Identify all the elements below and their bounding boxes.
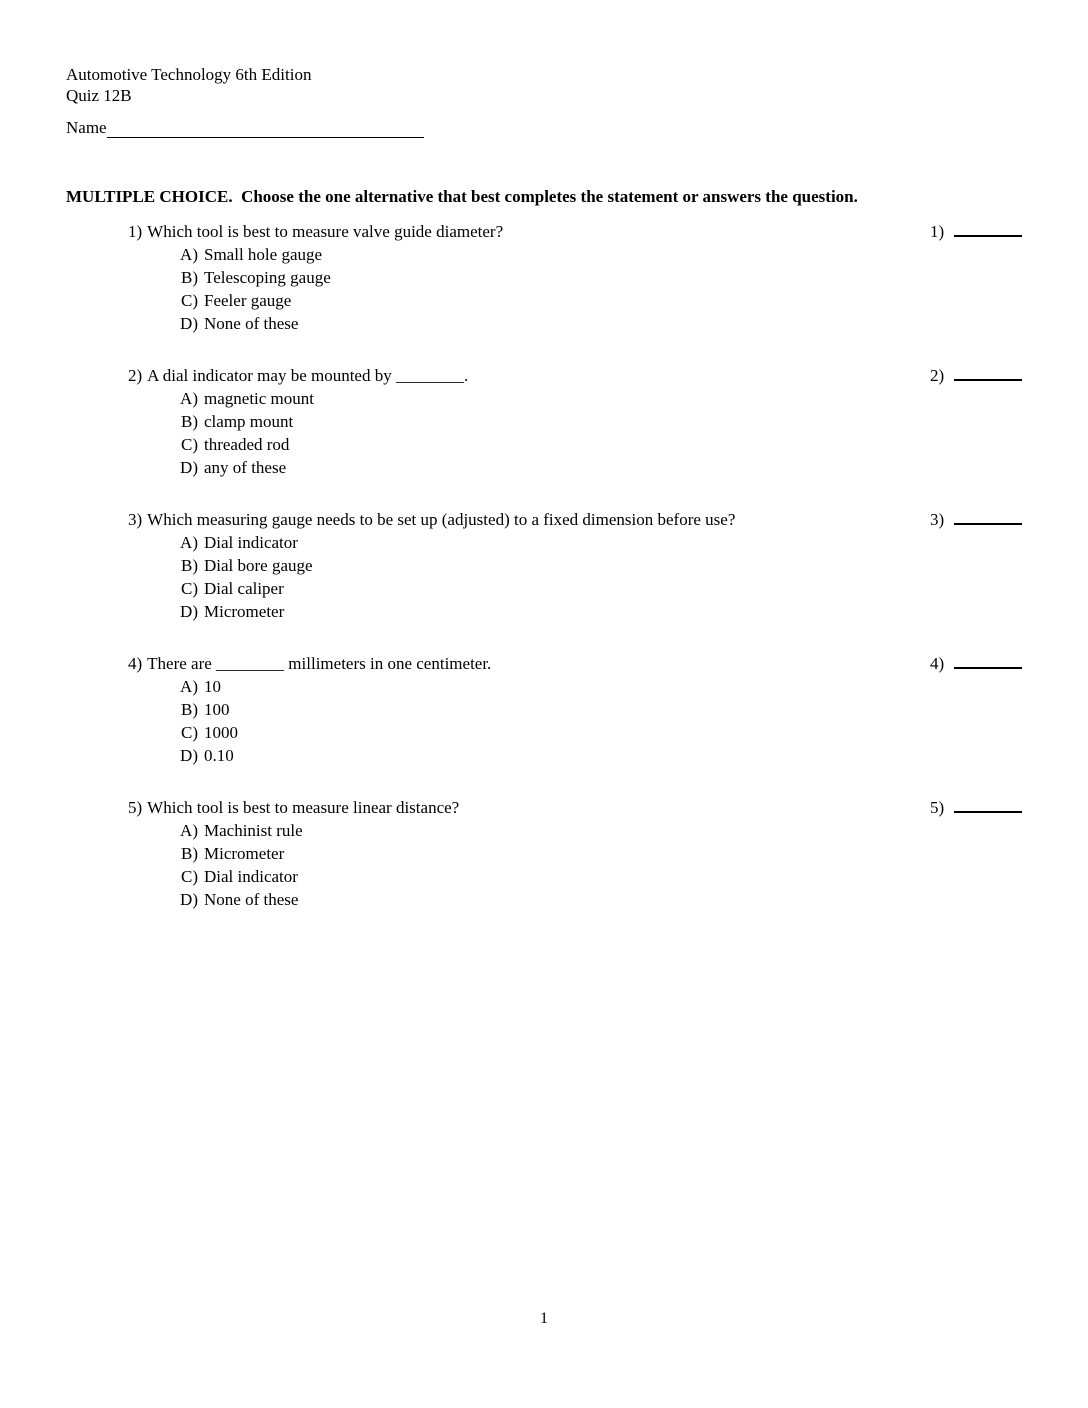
option-row: [172, 675, 1088, 698]
question-block: [0, 364, 1088, 479]
option-row: [172, 243, 1088, 266]
option-text: None of these: [204, 890, 299, 909]
header-subtitle: Quiz 12B: [66, 86, 132, 105]
question-row: [0, 652, 1088, 675]
option-row: [172, 312, 1088, 335]
option-label: A): [180, 389, 198, 408]
instructions-heading: MULTIPLE CHOICE. Choose the one alternative that best completes the statement or answers the question.: [66, 187, 858, 206]
option-row: [172, 698, 1088, 721]
option-text: 10: [204, 677, 221, 696]
options-list: [0, 387, 1088, 479]
option-label: A): [180, 533, 198, 552]
options-list: [0, 675, 1088, 767]
option-text: Machinist rule: [204, 821, 303, 840]
option-text: 1000: [204, 723, 238, 742]
questions-list: [0, 220, 1088, 940]
option-row: [172, 289, 1088, 312]
answer-blank-line[interactable]: [954, 364, 1022, 381]
option-text: Telescoping gauge: [204, 268, 331, 287]
option-label: D): [180, 602, 198, 621]
question-row: [0, 364, 1088, 387]
option-text: None of these: [204, 314, 299, 333]
option-text: clamp mount: [204, 412, 294, 431]
question-text: There are ________ millimeters in one centimeter.: [147, 654, 492, 673]
question-row: [0, 220, 1088, 243]
answer-area: [930, 796, 1022, 819]
option-row: [172, 744, 1088, 767]
option-label: A): [180, 821, 198, 840]
option-label: D): [180, 458, 198, 477]
question-number: 2): [128, 366, 143, 385]
answer-blank-line[interactable]: [954, 508, 1022, 525]
option-row: [172, 266, 1088, 289]
option-text: Micrometer: [204, 844, 285, 863]
question-block: [0, 508, 1088, 623]
page-number: 1: [540, 1310, 548, 1327]
name-row: [66, 118, 424, 138]
option-row: [172, 387, 1088, 410]
answer-area: [930, 220, 1022, 243]
option-label: A): [180, 677, 198, 696]
question-number: 5): [128, 798, 143, 817]
question-text: Which tool is best to measure valve guide diameter?: [147, 222, 504, 241]
option-row: [172, 600, 1088, 623]
option-text: 0.10: [204, 746, 234, 765]
option-text: Micrometer: [204, 602, 285, 621]
option-row: [172, 865, 1088, 888]
option-label: D): [180, 890, 198, 909]
document-header: [66, 64, 311, 106]
answer-number: 4): [930, 654, 945, 673]
options-list: [0, 531, 1088, 623]
option-text: magnetic mount: [204, 389, 315, 408]
option-row: [172, 577, 1088, 600]
header-title: Automotive Technology 6th Edition: [66, 65, 312, 84]
option-text: Dial indicator: [204, 533, 298, 552]
option-text: any of these: [204, 458, 287, 477]
answer-number: 5): [930, 798, 945, 817]
options-list: [0, 819, 1088, 911]
option-label: C): [181, 435, 198, 454]
answer-number: 3): [930, 510, 945, 529]
question-number: 1): [128, 222, 143, 241]
answer-blank-line[interactable]: [954, 796, 1022, 813]
option-label: D): [180, 746, 198, 765]
option-text: Dial indicator: [204, 867, 298, 886]
option-text: 100: [204, 700, 230, 719]
question-text: Which measuring gauge needs to be set up (adjusted) to a fixed dimension before use?: [147, 510, 736, 529]
option-row: [172, 456, 1088, 479]
question-number: 3): [128, 510, 143, 529]
answer-number: 1): [930, 222, 945, 241]
question-block: [0, 796, 1088, 911]
option-label: C): [181, 291, 198, 310]
option-label: B): [181, 412, 198, 431]
question-row: [0, 508, 1088, 531]
option-row: [172, 842, 1088, 865]
answer-blank-line[interactable]: [954, 220, 1022, 237]
name-label: Name: [66, 118, 107, 137]
option-label: C): [181, 579, 198, 598]
option-row: [172, 433, 1088, 456]
option-text: Dial bore gauge: [204, 556, 313, 575]
option-label: A): [180, 245, 198, 264]
option-row: [172, 819, 1088, 842]
option-label: B): [181, 268, 198, 287]
answer-blank-line[interactable]: [954, 652, 1022, 669]
question-row: [0, 796, 1088, 819]
option-text: Small hole gauge: [204, 245, 323, 264]
options-list: [0, 243, 1088, 335]
answer-area: [930, 364, 1022, 387]
option-text: Feeler gauge: [204, 291, 292, 310]
answer-area: [930, 652, 1022, 675]
option-text: Dial caliper: [204, 579, 284, 598]
option-row: [172, 531, 1088, 554]
option-row: [172, 410, 1088, 433]
option-label: C): [181, 867, 198, 886]
option-label: B): [181, 844, 198, 863]
option-label: D): [180, 314, 198, 333]
question-number: 4): [128, 654, 143, 673]
option-label: C): [181, 723, 198, 742]
option-text: threaded rod: [204, 435, 290, 454]
question-text: Which tool is best to measure linear distance?: [147, 798, 460, 817]
option-row: [172, 888, 1088, 911]
option-row: [172, 554, 1088, 577]
question-block: [0, 652, 1088, 767]
option-label: B): [181, 700, 198, 719]
question-text: A dial indicator may be mounted by ________.: [147, 366, 469, 385]
name-blank-line[interactable]: [107, 120, 424, 138]
option-label: B): [181, 556, 198, 575]
answer-area: [930, 508, 1022, 531]
question-block: [0, 220, 1088, 335]
option-row: [172, 721, 1088, 744]
answer-number: 2): [930, 366, 945, 385]
